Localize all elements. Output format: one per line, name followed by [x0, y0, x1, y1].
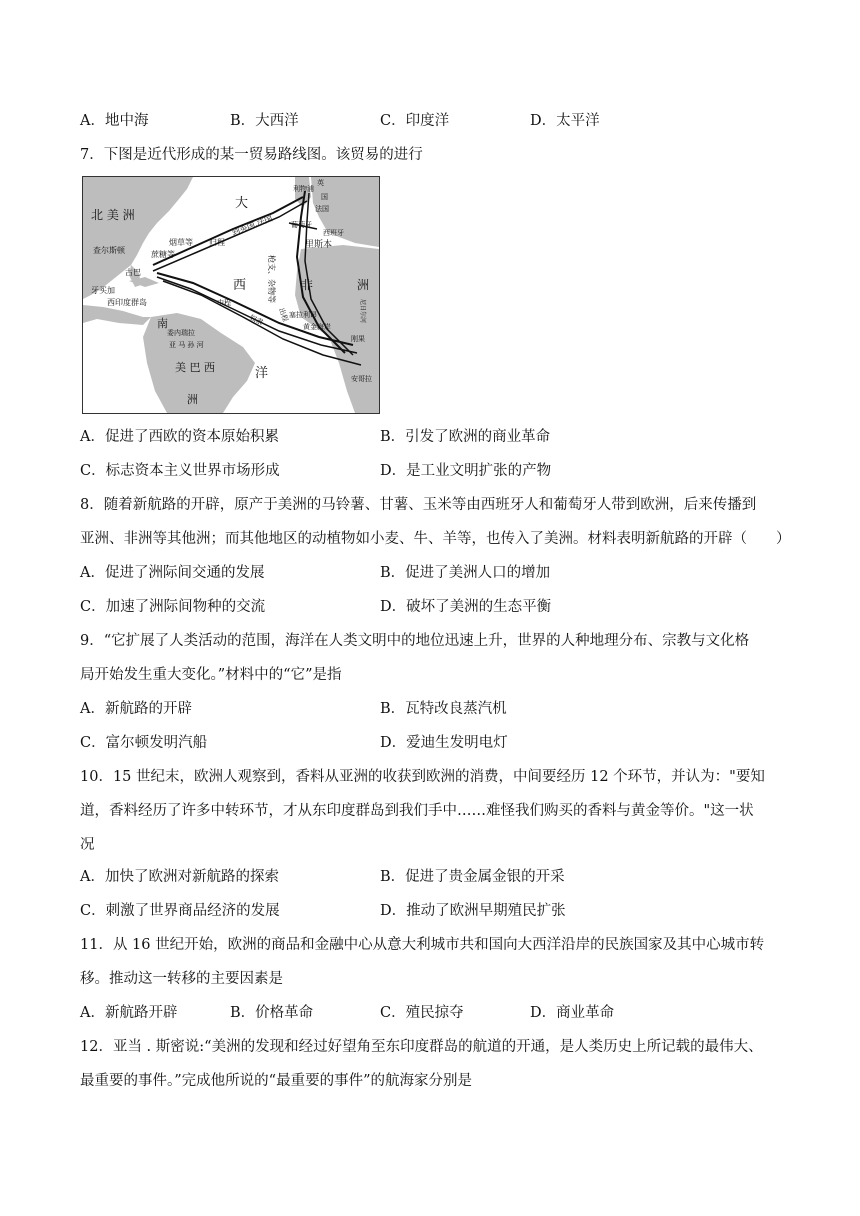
label-north-america: 北 美 洲	[91, 208, 135, 222]
route-return	[153, 197, 303, 265]
label-guns: 枪支、杂物等	[267, 255, 276, 303]
q12-stem-line-1: 12．亚当 . 斯密说:“美洲的发现和经过好望角至东印度群岛的航道的开通，是人类历史上所记载的最伟大、	[80, 1039, 763, 1055]
route-return-2	[153, 201, 307, 271]
q7-option-c: C．标志资本主义世界市场形成	[80, 463, 280, 479]
q6-option-a: A．地中海	[80, 113, 149, 129]
q12-stem-line-2: 最重要的事件。”完成他所说的“最重要的事件”的航海家分别是	[80, 1073, 472, 1089]
label-lisbon: 里斯本	[305, 240, 333, 250]
q8-option-c: C．加速了洲际间物种的交流	[80, 599, 266, 615]
label-west-indies: 西印度群岛	[107, 298, 147, 307]
q8-option-d: D．破坏了美洲的生态平衡	[380, 599, 552, 615]
label-amazon: 亚 马 孙 河	[169, 341, 204, 349]
q11-stem-line-1: 11．从 16 世纪开始，欧洲的商品和金融中心从意大利城市共和国向大西洋沿岸的民族国家及其中心城市转	[80, 937, 765, 953]
q11-option-b: B．价格革命	[230, 1005, 314, 1021]
label-portugal: 葡萄牙	[291, 221, 312, 229]
label-africa-1: 非	[301, 278, 314, 292]
q9-option-b: B．瓦特改良蒸汽机	[380, 701, 507, 717]
label-sugar: 蔗糖等	[151, 250, 175, 259]
q7-option-d: D．是工业文明扩张的产物	[380, 463, 552, 479]
label-africa-2: 洲	[357, 278, 370, 292]
label-jamaica: 牙买加	[91, 286, 115, 295]
trade-route-map	[82, 176, 380, 414]
label-to-uk-fr: 到英国,法国	[230, 213, 274, 237]
label-angola: 安哥拉	[351, 375, 372, 383]
label-liverpool: 利物浦	[293, 185, 314, 193]
q9-option-a: A．新航路的开辟	[80, 701, 192, 717]
q10-stem-line-2: 道，香料经历了许多中转环节，才从东印度群岛到我们手中……难怪我们购买的香料与黄金等价。"这一状	[80, 803, 754, 819]
label-atlantic-3: 洋	[255, 366, 269, 381]
q10-option-b: B．促进了贵金属金银的开采	[380, 869, 565, 885]
q11-option-c: C．殖民掠夺	[380, 1005, 464, 1021]
q9-stem-line-2: 局开始发生重大变化。”材料中的“它”是指	[80, 667, 342, 683]
label-niger: 尼日尔河	[359, 299, 366, 324]
q10-stem-line-1: 10．15 世纪末，欧洲人观察到，香料从亚洲的收获到欧洲的消费，中间要经历 12 个环节，并认为："要知	[80, 769, 765, 785]
q11-option-a: A．新航路开辟	[80, 1005, 178, 1021]
q7-option-a: A．促进了西欧的资本原始积累	[80, 429, 279, 445]
q7-option-b: B．引发了欧洲的商业革命	[380, 429, 551, 445]
label-gold-coast: 黄金海岸	[303, 323, 331, 331]
q8-stem-line-2: 亚洲、非洲等其他洲；而其他地区的动植物如小麦、牛、羊等，也传入了美洲。材料表明新航路的开辟（ ）	[80, 531, 791, 547]
label-congo: 刚果	[351, 335, 365, 343]
label-middle-passage: 中程	[217, 299, 231, 307]
label-south-america-1: 美 巴 西	[175, 361, 215, 374]
q10-option-a: A．加快了欧洲对新航路的探索	[80, 869, 279, 885]
label-south-america-2: 洲	[187, 393, 198, 406]
q9-option-d: D．爱迪生发明电灯	[380, 735, 508, 751]
label-outbound: 出程	[277, 306, 290, 323]
q6-option-b: B．大西洋	[230, 113, 299, 129]
label-venezuela: 委内瑞拉	[167, 329, 195, 337]
label-spain: 西班牙	[323, 229, 344, 237]
q9-option-c: C．富尔顿发明汽船	[80, 735, 208, 751]
q9-stem-line-1: 9．“它扩展了人类活动的范围，海洋在人类文明中的地位迅速上升，世界的人种地理分布、宗教与文化格	[80, 633, 750, 649]
triangular-trade-map-svg	[83, 177, 379, 413]
q6-option-d: D．太平洋	[530, 113, 600, 129]
q10-option-c: C．刺激了世界商品经济的发展	[80, 903, 280, 919]
label-atlantic-1: 大	[235, 196, 249, 211]
label-atlantic-2: 西	[233, 278, 247, 293]
label-uk-2: 国	[321, 193, 328, 201]
label-sierra-leone: 塞拉利昂	[289, 311, 317, 319]
label-tobacco: 烟草等	[169, 238, 193, 247]
central-america-landmass	[83, 305, 151, 325]
q11-option-d: D．商业革命	[530, 1005, 615, 1021]
label-cuba: 古巴	[125, 268, 141, 277]
q7-stem: 7．下图是近代形成的某一贸易路线图。该贸易的进行	[80, 147, 423, 163]
q8-stem-line-1: 8．随着新航路的开辟，原产于美洲的马铃薯、甘薯、玉米等由西班牙人和葡萄牙人带到欧洲，后来传播到	[80, 497, 757, 513]
q10-stem-line-3: 况	[80, 837, 95, 853]
q8-option-b: B．促进了美洲人口的增加	[380, 565, 551, 581]
q6-option-c: C．印度洋	[380, 113, 450, 129]
q11-stem-line-2: 移。推动这一转移的主要因素是	[80, 971, 283, 987]
label-slaves: 奴隶	[248, 313, 265, 327]
label-uk-1: 英	[317, 179, 324, 187]
label-south: 南	[157, 317, 168, 330]
q8-option-a: A．促进了洲际间交通的发展	[80, 565, 265, 581]
q10-option-d: D．推动了欧洲早期殖民扩张	[380, 903, 566, 919]
label-charleston: 查尔斯顿	[93, 246, 125, 255]
label-return: 归程	[209, 238, 225, 247]
label-france: 法国	[315, 205, 329, 213]
